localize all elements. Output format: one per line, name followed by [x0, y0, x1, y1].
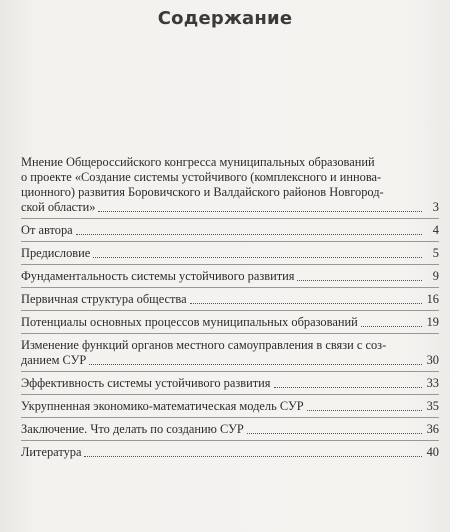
- toc-entry-title: Укрупненная экономико-математическая модель СУР: [21, 399, 304, 413]
- leader-dots: [89, 364, 422, 365]
- divider: [21, 333, 439, 334]
- leader-dots: [361, 326, 422, 327]
- toc-entry-title: Предисловие: [21, 246, 91, 260]
- toc-entry-title: данием СУР: [21, 353, 87, 367]
- leader-dots: [190, 303, 422, 304]
- toc-page-number: 40: [426, 445, 439, 459]
- toc-entry: [21, 445, 439, 460]
- toc-entry-line: Изменение функций органов местного самоуправления в связи с соз-: [21, 338, 387, 352]
- toc-page-number: 5: [432, 246, 439, 260]
- leader-dots: [297, 280, 422, 281]
- toc-page-number: 30: [426, 353, 439, 367]
- leader-dots: [247, 433, 422, 434]
- divider: [21, 440, 439, 441]
- toc-page-number: 4: [432, 223, 439, 237]
- toc-page-number: 36: [426, 422, 439, 436]
- toc-page-number: 3: [432, 200, 439, 214]
- divider: [21, 287, 439, 288]
- toc-entry: [21, 422, 439, 437]
- toc-page-number: 35: [426, 399, 439, 413]
- divider: [21, 310, 439, 311]
- toc-entry-title: Заключение. Что делать по созданию СУР: [21, 422, 244, 436]
- toc-page-number: 9: [432, 269, 439, 283]
- toc-entry-line: Мнение Общероссийского конгресса муниципальных образований: [21, 155, 375, 169]
- toc-page-number: 33: [426, 376, 439, 390]
- toc-entry: [21, 338, 439, 368]
- toc-page-number: 16: [426, 292, 439, 306]
- leader-dots: [307, 410, 422, 411]
- toc-entry-title: Первичная структура общества: [21, 292, 187, 306]
- divider: [21, 394, 439, 395]
- toc-page-number: 19: [426, 315, 439, 329]
- leader-dots: [93, 257, 422, 258]
- toc-entry: [21, 223, 439, 238]
- leader-dots: [98, 211, 422, 212]
- table-of-contents: [21, 155, 439, 460]
- leader-dots: [274, 387, 422, 388]
- divider: [21, 264, 439, 265]
- divider: [21, 417, 439, 418]
- divider: [21, 218, 439, 219]
- toc-entry-line: о проекте «Создание системы устойчивого (комплексного и иннова-: [21, 170, 382, 184]
- toc-entry: [21, 155, 439, 215]
- toc-entry-title: Литература: [21, 445, 82, 459]
- toc-entry-title: ской области»: [21, 200, 96, 214]
- toc-entry: [21, 292, 439, 307]
- toc-entry-title: От автора: [21, 223, 73, 237]
- leader-dots: [76, 234, 422, 235]
- toc-entry-title: Эффективность системы устойчивого развития: [21, 376, 271, 390]
- leader-dots: [84, 456, 422, 457]
- divider: [21, 241, 439, 242]
- toc-entry: [21, 315, 439, 330]
- toc-entry: [21, 269, 439, 284]
- page-title: Содержание: [157, 8, 293, 29]
- toc-entry: [21, 399, 439, 414]
- divider: [21, 371, 439, 372]
- toc-entry: [21, 376, 439, 391]
- toc-entry-title: Потенциалы основных процессов муниципальных образований: [21, 315, 358, 329]
- toc-entry-title: Фундаментальность системы устойчивого развития: [21, 269, 295, 283]
- toc-entry-line: ционного) развития Боровичского и Валдайского районов Новгород-: [21, 185, 384, 199]
- toc-entry: [21, 246, 439, 261]
